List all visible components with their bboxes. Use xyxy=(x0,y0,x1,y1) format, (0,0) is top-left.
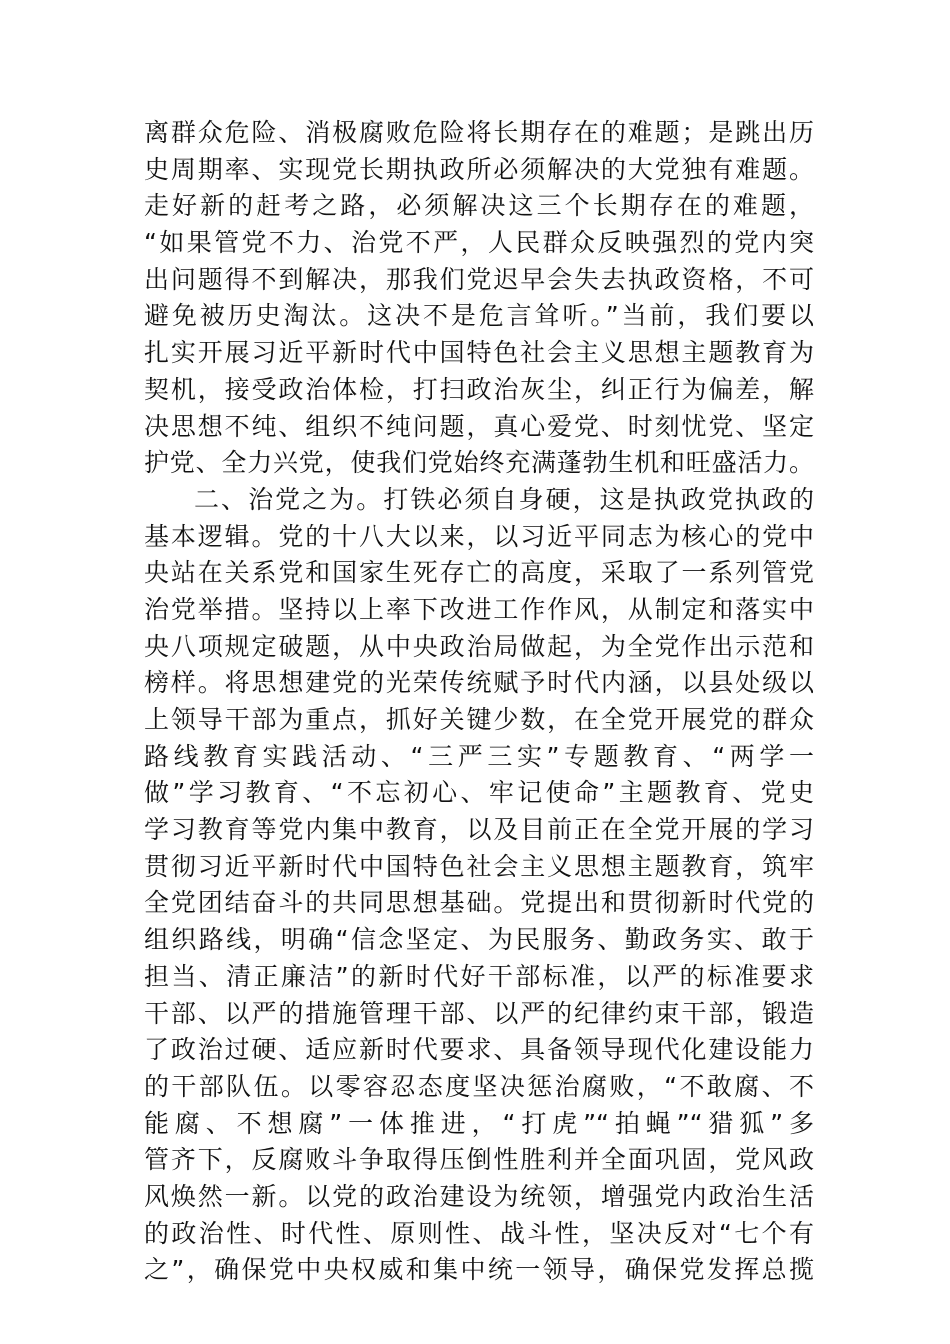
text-line: 央八项规定破题，从中央政治局做起，为全党作出示范和 xyxy=(144,631,814,661)
text-line: 史周期率、实现党长期执政所必须解决的大党独有难题。 xyxy=(144,154,814,184)
text-line: 之”，确保党中央权威和集中统一领导，确保党发挥总揽 xyxy=(144,1255,814,1285)
text-line: 管齐下，反腐败斗争取得压倒性胜利并全面巩固，党风政 xyxy=(144,1145,814,1175)
text-line: 出问题得不到解决，那我们党迟早会失去执政资格，不可 xyxy=(144,264,814,294)
text-line: 全党团结奋斗的共同思想基础。党提出和贯彻新时代党的 xyxy=(144,888,814,918)
text-line: 风焕然一新。以党的政治建设为统领，增强党内政治生活 xyxy=(144,1181,814,1211)
document-body xyxy=(144,115,814,1289)
text-line: 走好新的赶考之路，必须解决这三个长期存在的难题， xyxy=(144,191,814,221)
text-line: 的政治性、时代性、原则性、战斗性，坚决反对“七个有 xyxy=(144,1218,814,1248)
text-line: 护党、全力兴党，使我们党始终充满蓬勃生机和旺盛活力。 xyxy=(144,448,814,478)
text-line: 了政治过硬、适应新时代要求、具备领导现代化建设能力 xyxy=(144,1035,814,1065)
text-line: 央站在关系党和国家生死存亡的高度，采取了一系列管党 xyxy=(144,558,814,588)
text-line: 干部、以严的措施管理干部、以严的纪律约束干部，锻造 xyxy=(144,998,814,1028)
text-line: 学习教育等党内集中教育，以及目前正在全党开展的学习 xyxy=(144,815,814,845)
text-line: 决思想不纯、组织不纯问题，真心爱党、时刻忧党、坚定 xyxy=(144,411,814,441)
text-line: 契机，接受政治体检，打扫政治灰尘，纠正行为偏差，解 xyxy=(144,374,814,404)
text-line: 路线教育实践活动、“三严三实”专题教育、“两学一 xyxy=(144,741,814,771)
text-line: 避免被历史淘汰。这决不是危言耸听。”当前，我们要以 xyxy=(144,301,814,331)
text-line: 贯彻习近平新时代中国特色社会主义思想主题教育，筑牢 xyxy=(144,851,814,881)
text-line: 担当、清正廉洁”的新时代好干部标准，以严的标准要求 xyxy=(144,961,814,991)
text-line: “如果管党不力、治党不严，人民群众反映强烈的党内突 xyxy=(144,228,814,258)
text-line: 扎实开展习近平新时代中国特色社会主义思想主题教育为 xyxy=(144,338,814,368)
text-line: 上领导干部为重点，抓好关键少数，在全党开展党的群众 xyxy=(144,705,814,734)
text-line: 离群众危险、消极腐败危险将长期存在的难题；是跳出历 xyxy=(144,118,814,147)
text-line: 的干部队伍。以零容忍态度坚决惩治腐败，“不敢腐、不 xyxy=(144,1071,814,1101)
text-line: 组织路线，明确“信念坚定、为民服务、勤政务实、敢于 xyxy=(144,925,814,955)
text-line: 治党举措。坚持以上率下改进工作作风，从制定和落实中 xyxy=(144,594,814,624)
text-line: 基本逻辑。党的十八大以来，以习近平同志为核心的党中 xyxy=(144,521,814,551)
section-heading-line: 二、治党之为。打铁必须自身硬，这是执政党执政的 xyxy=(194,484,814,514)
text-line: 做”学习教育、“不忘初心、牢记使命”主题教育、党史 xyxy=(144,778,814,808)
text-line: 榜样。将思想建党的光荣传统赋予时代内涵，以县处级以 xyxy=(144,668,814,698)
text-line: 能腐、不想腐”一体推进，“打虎”“拍蝇”“猎狐”多 xyxy=(144,1108,814,1138)
